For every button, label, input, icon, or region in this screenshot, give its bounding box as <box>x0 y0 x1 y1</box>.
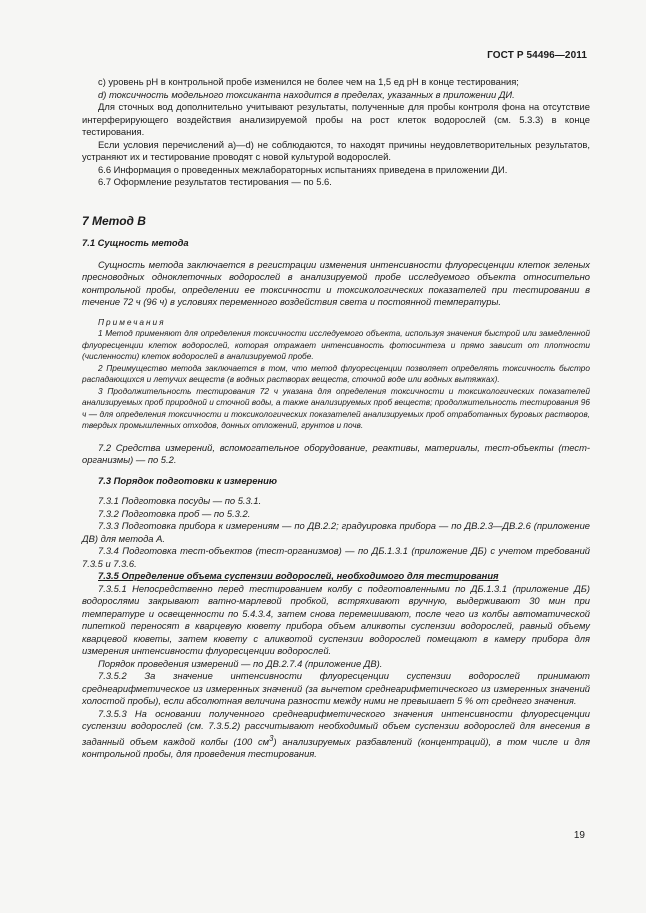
paragraph-part: ) анализируемых разбавлений (концентраций), в том числе и для контрольной пробы, для проведения тестирования. <box>82 735 591 760</box>
paragraph: 7.2 Средства измерений, вспомогательное оборудование, реактивы, материалы, тест-объекты (тест-организмы) — по 5.2. <box>82 441 590 465</box>
notes-title: Примечания <box>98 316 166 327</box>
paragraph: Если условия перечислений а)—d) не соблюдаются, то находят причины неудовлетворительных результатов, устраняют их и тестирование проводят с новой культурой водорослей. <box>82 138 590 162</box>
paragraph: d) токсичность модельного токсиканта находится в пределах, указанных в приложении ДИ. <box>98 88 515 100</box>
page-number: 19 <box>573 830 585 841</box>
page-body <box>82 76 590 761</box>
paragraph: Сущность метода заключается в регистрации изменения интенсивности флуоресценции клеток зеленых пресноводных одноклеточных водорослей в анализируемой пробе исследуемого объекта относительно контрольной пробы, определении ее токсичности и токсикологических показателей при тестировании в течение 72 ч (96 ч) в условиях переменного воздействия света и постоянной температуры. <box>82 258 590 307</box>
paragraph: 7.3.4 Подготовка тест-объектов (тест-организмов) — по ДБ.1.3.1 (приложение ДБ) с учетом требований 7.3.5 и 7.3.6. <box>82 545 590 569</box>
paragraph: 7.3.5.1 Непосредственно перед тестированием колбу с подготовленными по ДБ.1.3.1 (приложение ДБ) водорослями закрывают ватно-марлевой пробкой, встряхивают вручную, выдерживают 30 мин при температуре и освещенности по 5.4.3.4, затем снова перемешивают, после чего из колбы автоматической пипеткой переносят в кварцевую кювету прибора объем аликвоты суспензии водорослей, равный объему кварцевой кюветы, затем кювету с аликвотой суспензии водорослей помещают в камеру прибора для измерения интенсивности флуоресценции водорослей. <box>82 582 590 656</box>
paragraph: 6.6 Информация о проведенных межлабораторных испытаниях приведена в приложении ДИ. <box>98 163 508 175</box>
paragraph: 7.3.3 Подготовка прибора к измерениям — по ДВ.2.2; градуировка прибора — по ДВ.2.3—ДВ.2.6 (приложение ДВ) для метода А. <box>82 520 590 544</box>
note: 2 Преимущество метода заключается в том, что метод флуоресценции позволяет определять токсичность быстро распадающихся и летучих веществ (в водных растворах веществ, сточной воде или водных вытяжках). <box>82 362 590 384</box>
document-header: ГОСТ Р 54496—2011 <box>487 50 587 61</box>
paragraph: с) уровень pH в контрольной пробе изменился не более чем на 1,5 ед pH в конце тестирования; <box>98 76 519 87</box>
subsection-heading: 7.3 Порядок подготовки к измерению <box>98 474 277 486</box>
note: 1 Метод применяют для определения токсичности исследуемого объекта, используя значения быстрой или замедленной флуоресценции клеток водорослей, которая отражает интенсивность фотосинтеза и прямо зависит от плотности (численности) клеток водорослей в анализируемой пробе. <box>82 328 590 361</box>
paragraph: 6.7 Оформление результатов тестирования — по 5.6. <box>98 176 332 187</box>
subsection-heading: 7.1 Сущность метода <box>82 237 189 248</box>
note: 3 Продолжительность тестирования 72 ч указана для определения токсичности и токсикологических показателей анализируемых проб природной и сточной воды, а также анализируемых проб веществ; продолжительность тестирования 96 ч — для определения токсичности и токсикологических показателей анализируемых проб отработанных буровых растворов, твердых промышленных отходов, донных отложений, грунтов и почв. <box>82 385 590 430</box>
paragraph: 7.3.5.2 За значение интенсивности флуоресценции суспензии водорослей принимают среднеарифметическое из измеренных значений (за вычетом среднеарифметического из измеренных значений холостой пробы), если абсолютная величина разности между ними не превышает 5 % от среднего значения. <box>82 670 590 706</box>
paragraph-part: 7.3.5.3 На основании полученного среднеарифметического значения интенсивности флуоресценции суспензии водорослей (см. 7.3.5.2) рассчитывают необходимый объем суспензии водорослей для внесения в заданный объем каждой колбы (100 см <box>82 707 590 747</box>
paragraph: Порядок проведения измерений — по ДВ.2.7.4 (приложение ДВ). <box>98 657 383 669</box>
section-heading: 7 Метод В <box>82 213 146 228</box>
paragraph: Для сточных вод дополнительно учитывают результаты, полученные для пробы контроля фона на отсутствие интерферирующего воздействия анализируемой пробы на рост клеток водорослей (см. 5.3.3) в конце тестирования. <box>82 101 590 137</box>
paragraph <box>82 708 590 761</box>
paragraph: 7.3.1 Подготовка посуды — по 5.3.1. <box>98 495 262 506</box>
superscript: 3 <box>269 733 274 743</box>
paragraph: 7.3.2 Подготовка проб — по 5.3.2. <box>98 507 251 519</box>
subsection-heading: 7.3.5 Определение объема суспензии водорослей, необходимого для тестирования <box>98 570 499 581</box>
